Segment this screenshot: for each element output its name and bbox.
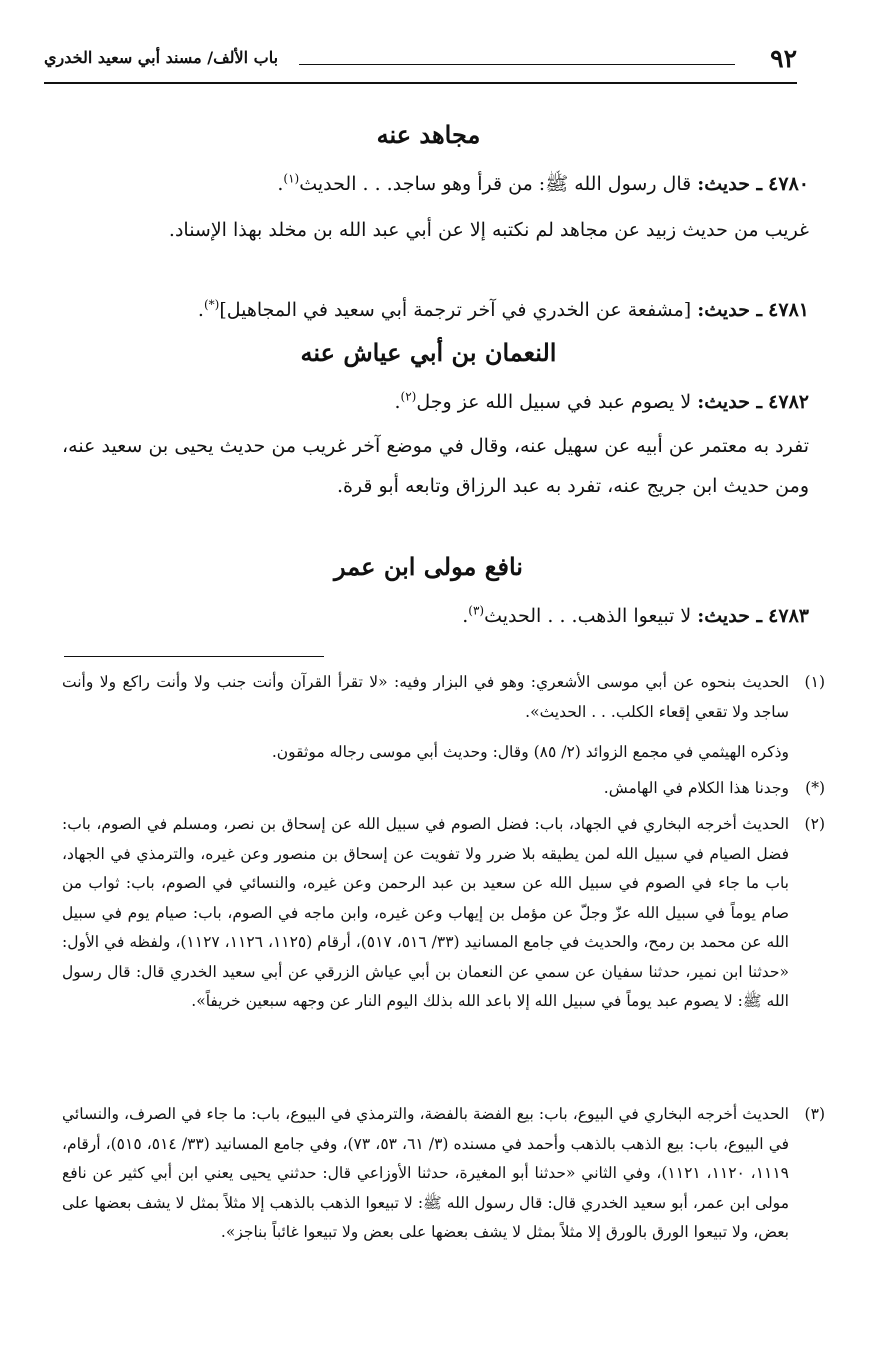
footnote-ref: (٣) [468, 603, 485, 618]
commentary-paragraph: تفرد به معتمر عن أبيه عن سهيل عنه، وقال في موضع آخر غريب من حديث يحيى بن سعيد عنه، ومن حديث ابن جريج عنه، تفرد به عبد الرزاق وتابعه أبو قرة. [62, 435, 809, 497]
footnote-ref: (*) [203, 297, 220, 312]
commentary-paragraph: غريب من حديث زبيد عن مجاهد لم نكتبه إلا عن أبي عبد الله بن مخلد بهذا الإسناد. [168, 219, 809, 241]
footnote-mark: (٢) [804, 815, 825, 833]
hadith-item [62, 382, 809, 422]
footnote-ref: (١) [283, 171, 300, 186]
footnote [62, 810, 825, 1017]
footnote [62, 774, 825, 804]
hadith-item [62, 164, 809, 204]
hadith-end: . [197, 299, 204, 321]
footnote-mark: (١) [804, 673, 825, 691]
hadith-text: لا يصوم عبد في سبيل الله عز وجل [416, 391, 692, 413]
footnote-mark: (٣) [804, 1105, 825, 1123]
hadith-number: ٤٧٨٢ [768, 391, 809, 413]
hadith-keyword: ـ حديث: [697, 299, 763, 321]
footnote-text: وذكره الهيثمي في مجمع الزوائد (٢/ ٨٥) وقال: وحديث أبي موسى رجاله موثقون. [271, 743, 789, 761]
hadith-text: لا تبيعوا الذهب. . . الحديث [484, 605, 692, 627]
hadith-item [62, 290, 809, 330]
hadith-end: . [462, 605, 469, 627]
footnote-mark: (*) [805, 779, 825, 797]
hadith-number: ٤٧٨٠ [768, 173, 809, 195]
hadith-text: [مشفعة عن الخدري في آخر ترجمة أبي سعيد في المجاهيل] [219, 299, 692, 321]
footnote [62, 738, 789, 768]
footnote-text: الحديث أخرجه البخاري في البيوع، باب: بيع الفضة بالفضة، والترمذي في البيوع، باب: ما جاء في الصرف، والنسائي في البيوع، باب: بيع الذهب بالذهب وأحمد في مسنده (٣/ ٦١، ٥٣، ٧٣)، وفي جامع المسانيد (٣٣/ ٥١٤، ٥١٥)، أرقام، ١١١٩، ١١٢٠، ١١٢١)، وفي الثاني «حدثنا أبو المغيرة، حدثنا الأوزاعي قال: حدثني يحيى يعني ابن أبي كثير عن نافع مولى ابن عمر، أبو سعيد الخدري قال: قال رسول الله ﷺ: لا تبيعوا الذهب بالذهب إلا مثلاً بمثل لا يشف بعضها على بعض، ولا تبيعوا الورق بالورق إلا مثلاً بمثل لا يشف بعضها على بعض ولا تبيعوا غائباً بناجز». [62, 1105, 790, 1241]
footnote-text: الحديث بنحوه عن أبي موسى الأشعري: وهو في البزار وفيه: «لا تقرأ القرآن وأنت جنب ولا وأنت راكع ولا وأنت ساجد ولا تقعي إقعاء الكلب. . . الحديث». [62, 673, 789, 721]
hadith-number: ٤٧٨١ [768, 299, 809, 321]
hadith-keyword: ـ حديث: [697, 605, 763, 627]
footnote-separator [64, 656, 324, 657]
page-number: ٩٢ [770, 44, 797, 73]
footnote-text: وجدنا هذا الكلام في الهامش. [603, 779, 789, 797]
hadith-number: ٤٧٨٣ [768, 605, 809, 627]
header-rule [44, 82, 797, 84]
running-title: باب الألف/ مسند أبي سعيد الخدري [44, 48, 279, 67]
hadith-item [62, 596, 809, 636]
section-heading: نافع مولى ابن عمر [334, 552, 523, 581]
hadith-keyword: ـ حديث: [697, 391, 763, 413]
footnote-text: الحديث أخرجه البخاري في الجهاد، باب: فضل الصوم في سبيل الله عن إسحاق بن نصر، ومسلم في الصوم، باب: فضل الصيام في سبيل الله لمن يطيقه بلا ضرر ولا تفويت عن إسحاق بن منصور وعن غيره، والترمذي في الجهاد، باب ما جاء في الصوم في سبيل الله عن سعيد بن عبد الرحمن وعن غيره، والنسائي في الصوم، باب: ثواب من صام يوماً في سبيل الله عزّ وجلّ عن مؤمل بن إيهاب وعن غيره، وابن ماجه في الصوم، باب: صيام يوم في سبيل الله عن محمد بن رمح، والحديث في جامع المسانيد (٣٣/ ٥١٦، ٥١٧)، أرقام (١١٢٥، ١١٢٦، ١١٢٧)، ولفظه في الأول: «حدثنا ابن نمير، حدثنا سفيان عن سمي عن النعمان بن أبي عياش الزرقي عن أبي سعيد الخدري قال: قال رسول الله ﷺ: لا يصوم عبد يوماً في سبيل الله إلا باعد الله بذلك اليوم النار عن وجهه سبعين خريفاً». [62, 815, 789, 1010]
hadith-keyword: ـ حديث: [697, 173, 763, 195]
hadith-end: . [277, 173, 284, 195]
hadith-end: . [394, 391, 401, 413]
header-line [299, 64, 735, 65]
footnote-ref: (٢) [400, 389, 417, 404]
footnote [62, 1100, 825, 1248]
page-header [44, 44, 797, 74]
section-heading: مجاهد عنه [376, 120, 481, 149]
hadith-text: قال رسول الله ﷺ: من قرأ وهو ساجد. . . الحديث [299, 173, 692, 195]
section-heading: النعمان بن أبي عياش عنه [300, 338, 557, 367]
footnote [62, 668, 825, 727]
